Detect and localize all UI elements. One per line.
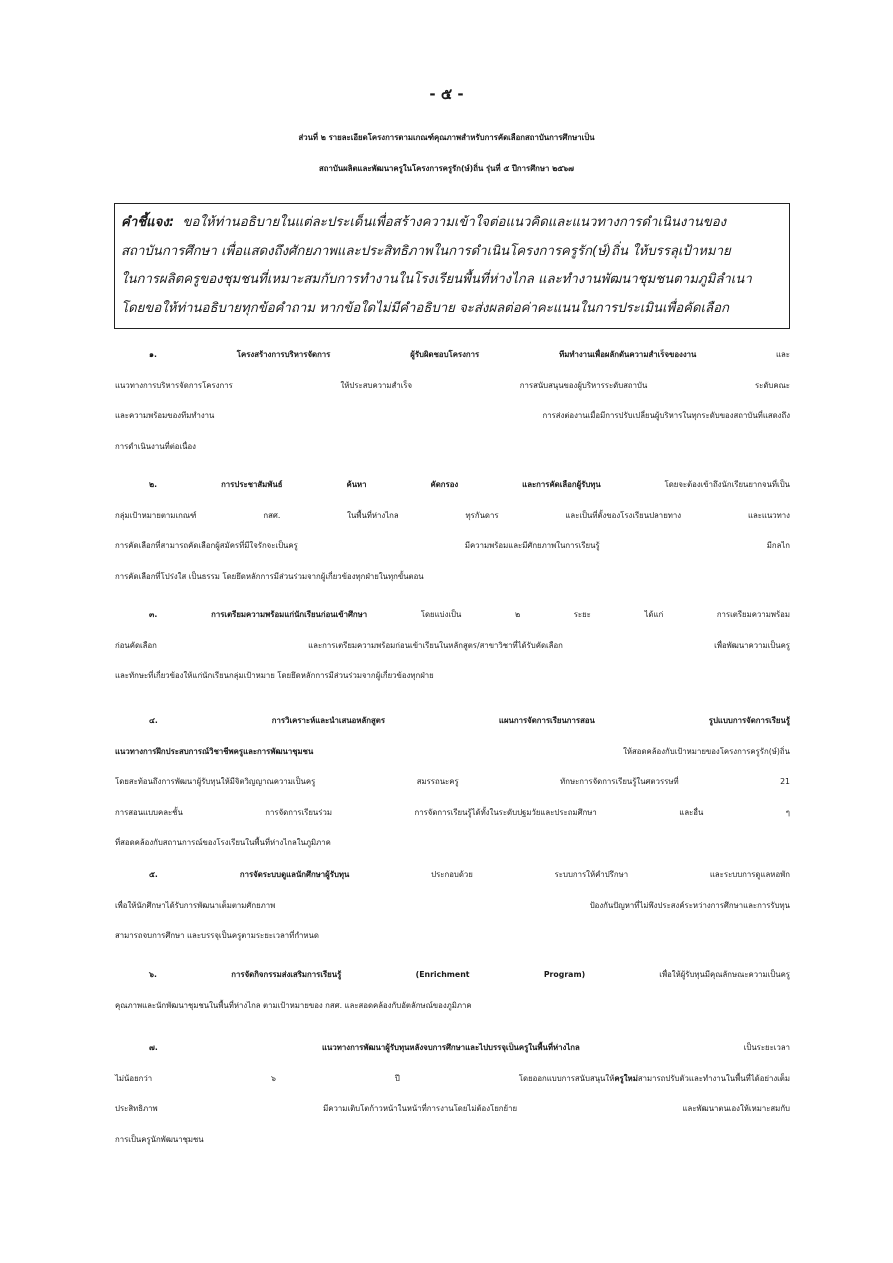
instructions-box bbox=[114, 203, 790, 329]
instructions-lead: คำชี้แจง: bbox=[121, 215, 175, 230]
item-5-line-2: เพื่อให้นักศึกษาได้รับการพัฒนาเต็มตามศักยภาพ ป้องกันปัญหาที่ไม่พึงประสงค์ระหว่างการศึกษาและการรับทุน bbox=[115, 900, 790, 910]
item-7-line-2-bold: ครูใหม่ bbox=[614, 1073, 638, 1083]
item-1-line-2: แนวทางการบริหารจัดการโครงการ ให้ประสบความสำเร็จ การสนับสนุนของผู้บริหารระดับสถาบัน ระดับคณะ bbox=[115, 380, 790, 390]
item-1-heading: ๑. โครงสร้างการบริหารจัดการ ผู้รับผิดชอบโครงการ ทีมทำงานเพื่อผลักดันความสำเร็จของงาน bbox=[149, 350, 697, 359]
item-7-heading: ๗. แนวทางการพัฒนาผู้รับทุนหลังจบการศึกษาและไปบรรจุเป็นครูในพื้นที่ห่างไกล bbox=[149, 1043, 580, 1052]
title-line-1: ส่วนที่ ๒ รายละเอียดโครงการตามเกณฑ์คุณภาพสำหรับการคัดเลือกสถาบันการศึกษาเป็น bbox=[298, 133, 595, 142]
item-3 bbox=[115, 600, 790, 692]
item-5-line-1 bbox=[115, 860, 790, 891]
item-7 bbox=[115, 1033, 790, 1155]
page-title bbox=[60, 122, 833, 184]
item-3-heading: ๓. การเตรียมความพร้อมแก่นักเรียนก่อนเข้าศึกษา bbox=[149, 610, 368, 619]
item-7-line-2 bbox=[115, 1064, 790, 1095]
item-7-line-2-pre: ไม่น้อยกว่า ๖ ปี โดยออกแบบการสนับสนุนให้ bbox=[115, 1073, 615, 1083]
item-4-line-2-rest: ให้สอดคล้องกับเป้าหมายของโครงการครูรัก(ษ์)ถิ่น bbox=[313, 746, 790, 756]
item-2-line-1 bbox=[115, 470, 790, 501]
item-6 bbox=[115, 960, 790, 1021]
item-1-line-1-rest: และ bbox=[696, 350, 790, 359]
item-2-line-1-rest: โดยจะต้องเข้าถึงนักเรียนยากจนที่เป็น bbox=[600, 480, 790, 489]
item-7-line-1-rest: เป็นระยะเวลา bbox=[579, 1043, 790, 1052]
item-6-heading: ๖. การจัดกิจกรรมส่งเสริมการเรียนรู้ (Enrichment Program) bbox=[149, 970, 586, 979]
item-5-line-3: สามารถจบการศึกษา และบรรจุเป็นครูตามระยะเวลาที่กำหนด bbox=[115, 931, 319, 940]
item-1-line-3: และความพร้อมของทีมทำงาน การส่งต่องานเมื่อมีการปรับเปลี่ยนผู้บริหารในทุกระดับของสถาบันที่แสดงถึง bbox=[115, 411, 790, 420]
instructions-text-1: ขอให้ท่านอธิบายในแต่ละประเด็นเพื่อสร้างความเข้าใจต่อแนวคิดและแนวทางการดำเนินงานของ bbox=[182, 215, 727, 230]
item-3-line-1-rest: โดยแบ่งเป็น ๒ ระยะ ได้แก่ การเตรียมความพร้อม bbox=[367, 610, 790, 619]
item-4-line-2 bbox=[115, 737, 790, 768]
item-3-line-1 bbox=[115, 600, 790, 631]
item-2-heading: ๒. การประชาสัมพันธ์ ค้นหา คัดกรอง และการคัดเลือกผู้รับทุน bbox=[149, 480, 601, 489]
item-4-line-3: โดยสะท้อนถึงการพัฒนาผู้รับทุนให้มีจิตวิญญาณความเป็นครู สมรรถนะครู ทักษะการจัดการเรียนรู้ในศตวรรษที่ 21 bbox=[115, 777, 790, 786]
item-7-line-4: การเป็นครูนักพัฒนาชุมชน bbox=[115, 1134, 204, 1144]
item-4-heading: ๔. การวิเคราะห์และนำเสนอหลักสูตร แผนการจัดการเรียนการสอน รูปแบบการจัดการเรียนรู้ bbox=[149, 716, 790, 725]
item-4 bbox=[115, 706, 790, 859]
item-4-line-5: ที่สอดคล้องกับสถานการณ์ของโรงเรียนในพื้นที่ห่างไกลในภูมิภาค bbox=[115, 838, 331, 847]
item-2 bbox=[115, 470, 790, 592]
item-1-line-1 bbox=[115, 340, 790, 371]
item-7-line-3: ประสิทธิภาพ มีความเติบโตก้าวหน้าในหน้าที่การงานโดยไม่ต้องโยกย้าย และพัฒนาตนเองให้เหมาะสมกับ bbox=[115, 1104, 790, 1113]
page-number: - ๕ - bbox=[429, 85, 464, 103]
item-2-line-2: กลุ่มเป้าหมายตามเกณฑ์ กสศ. ในพื้นที่ห่างไกล ทุรกันดาร และเป็นที่ตั้งของโรงเรียนปลายทาง และแนวทาง bbox=[115, 510, 790, 520]
title-line-2: สถาบันผลิตและพัฒนาครูในโครงการครูรัก(ษ์)ถิ่น รุ่นที่ ๕ ปีการศึกษา ๒๕๖๗ bbox=[319, 164, 574, 173]
item-2-line-3: การคัดเลือกที่สามารถคัดเลือกผู้สมัครที่มีใจรักจะเป็นครู มีความพร้อมและมีศักยภาพในการเรียนรู้ มีกลไก bbox=[115, 541, 790, 550]
item-5-heading: ๕. การจัดระบบดูแลนักศึกษาผู้รับทุน bbox=[149, 870, 350, 879]
item-4-line-4: การสอนแบบคละชั้น การจัดการเรียนร่วม การจัดการเรียนรู้ได้ทั้งในระดับปฐมวัยและประถมศึกษา และอื่น ๆ bbox=[115, 807, 790, 817]
instructions-line-1 bbox=[121, 209, 783, 238]
item-7-line-2-post: สามารถปรับตัวและทำงานในพื้นที่ได้อย่างเต็ม bbox=[637, 1073, 790, 1083]
item-1 bbox=[115, 340, 790, 462]
item-4-line-2-bold: แนวทางการฝึกประสบการณ์วิชาชีพครูและการพัฒนาชุมชน bbox=[115, 746, 314, 756]
item-7-line-1 bbox=[115, 1033, 790, 1064]
instructions-line-4: โดยขอให้ท่านอธิบายทุกข้อคำถาม หากข้อใดไม่มีคำอธิบาย จะส่งผลต่อค่าคะแนนในการประเมินเพื่อคัดเลือก bbox=[121, 300, 730, 316]
item-2-line-4: การคัดเลือกที่โปร่งใส เป็นธรรม โดยยึดหลักการมีส่วนร่วมจากผู้เกี่ยวข้องทุกฝ่ายในทุกขั้นตอน bbox=[115, 571, 424, 581]
item-3-line-2: ก่อนคัดเลือก และการเตรียมความพร้อมก่อนเข้าเรียนในหลักสูตร/สาขาวิชาที่ได้รับคัดเลือก เพื่อพัฒนาความเป็นครู bbox=[115, 640, 790, 650]
item-6-line-2: คุณภาพและนักพัฒนาชุมชนในพื้นที่ห่างไกล ตามเป้าหมายของ กสศ. และสอดคล้องกับอัตลักษณ์ของภูมิภาค bbox=[115, 1000, 472, 1010]
item-3-line-3: และทักษะที่เกี่ยวข้องให้แก่นักเรียนกลุ่มเป้าหมาย โดยยึดหลักการมีส่วนร่วมจากผู้เกี่ยวข้องทุกฝ่าย bbox=[115, 671, 434, 680]
item-6-line-1 bbox=[115, 960, 790, 991]
item-5 bbox=[115, 860, 790, 952]
item-6-line-1-rest: เพื่อให้ผู้รับทุนมีคุณลักษณะความเป็นครู bbox=[585, 970, 790, 979]
instructions-line-2: สถาบันการศึกษา เพื่อแสดงถึงศักยภาพและประสิทธิภาพในการดำเนินโครงการครูรัก(ษ์)ถิ่น ให้บรรลุเป้าหมาย bbox=[121, 243, 731, 259]
item-1-line-4: การดำเนินงานที่ต่อเนื่อง bbox=[115, 441, 196, 451]
item-5-line-1-rest: ประกอบด้วย ระบบการให้คำปรึกษา และระบบการดูแลหอพัก bbox=[349, 870, 790, 879]
instructions-line-3: ในการผลิตครูของชุมชนที่เหมาะสมกับการทำงานในโรงเรียนพื้นที่ห่างไกล และทำงานพัฒนาชุมชนตามภูมิลำเนา bbox=[121, 272, 752, 287]
